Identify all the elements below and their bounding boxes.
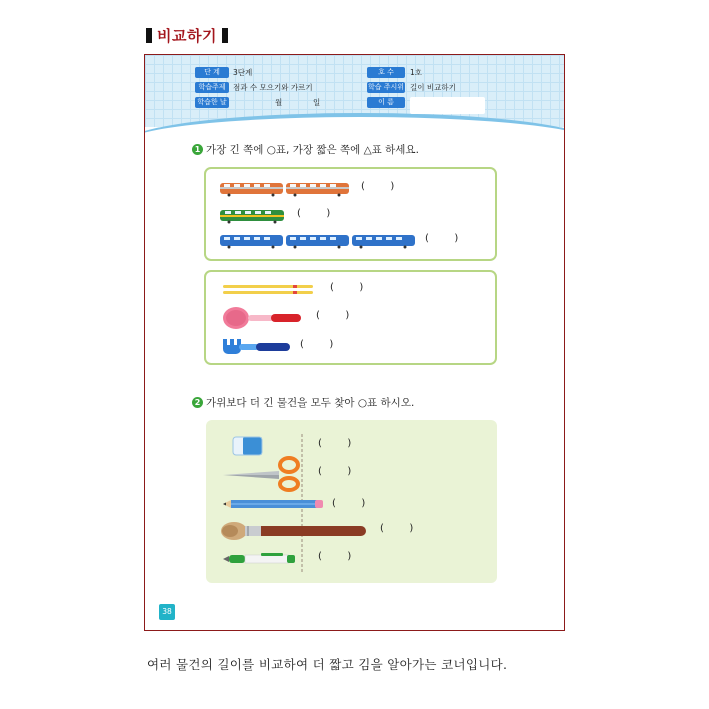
answer-paren[interactable]: ( ) (297, 208, 331, 219)
answer-paren[interactable]: ( ) (332, 498, 366, 509)
trains-box (204, 167, 497, 261)
chopsticks-icon (221, 282, 317, 298)
train-longest-icon (219, 233, 417, 249)
date-label: 학습한 날 (195, 97, 229, 108)
name-label: 이 름 (367, 97, 405, 108)
objects-box (206, 420, 497, 583)
pencil-icon (221, 498, 325, 510)
question-1-text: 가장 긴 쪽에 ○표, 가장 짧은 쪽에 △표 하세요. (206, 144, 419, 156)
spoon-icon (221, 305, 305, 331)
subtopic-value: 길이 비교하기 (410, 83, 456, 92)
section-title (146, 25, 228, 45)
month-label: 월 (275, 98, 283, 107)
train-short-icon (219, 208, 287, 224)
answer-paren[interactable]: ( ) (318, 551, 352, 562)
page-number: 38 (159, 604, 175, 620)
section-title-text: 비교하기 (157, 26, 217, 45)
caption: 여러 물건의 길이를 비교하여 더 짧고 김을 알아가는 코너입니다. (147, 657, 508, 672)
answer-paren[interactable]: ( ) (318, 438, 352, 449)
question-2-number: 2 (192, 397, 203, 408)
question-2 (192, 395, 414, 410)
step-value: 3단계 (233, 68, 253, 77)
number-label: 호 수 (367, 67, 405, 78)
utensils-box (204, 270, 497, 365)
name-field[interactable] (410, 97, 485, 114)
subtopic-label: 학습 주시위 (367, 83, 405, 91)
number-value: 1호 (410, 68, 423, 77)
paintbrush-icon (220, 520, 370, 542)
answer-paren[interactable]: ( ) (425, 233, 459, 244)
eraser-icon (231, 434, 265, 458)
scissors-icon (221, 456, 305, 492)
answer-paren[interactable]: ( ) (300, 339, 334, 350)
day-label: 일 (313, 98, 321, 107)
topic-value: 점과 수 모으기와 가르기 (233, 83, 313, 92)
pen-icon (221, 552, 297, 566)
header-wave (144, 113, 565, 143)
worksheet-header (145, 55, 564, 127)
answer-paren[interactable]: ( ) (316, 310, 350, 321)
question-1-number: 1 (192, 144, 203, 155)
question-1 (192, 142, 419, 157)
step-label: 단 계 (195, 67, 229, 78)
answer-paren[interactable]: ( ) (380, 523, 414, 534)
fork-icon (221, 336, 293, 358)
answer-paren[interactable]: ( ) (330, 282, 364, 293)
title-marker-right (222, 28, 228, 43)
train-long-icon (219, 181, 351, 197)
topic-label: 학습주제 (195, 82, 229, 93)
title-marker-left (146, 28, 152, 43)
answer-paren[interactable]: ( ) (318, 466, 352, 477)
question-2-text: 가위보다 더 긴 물건을 모두 찾아 ○표 하시오. (206, 397, 415, 409)
worksheet (144, 54, 565, 631)
answer-paren[interactable]: ( ) (361, 181, 395, 192)
